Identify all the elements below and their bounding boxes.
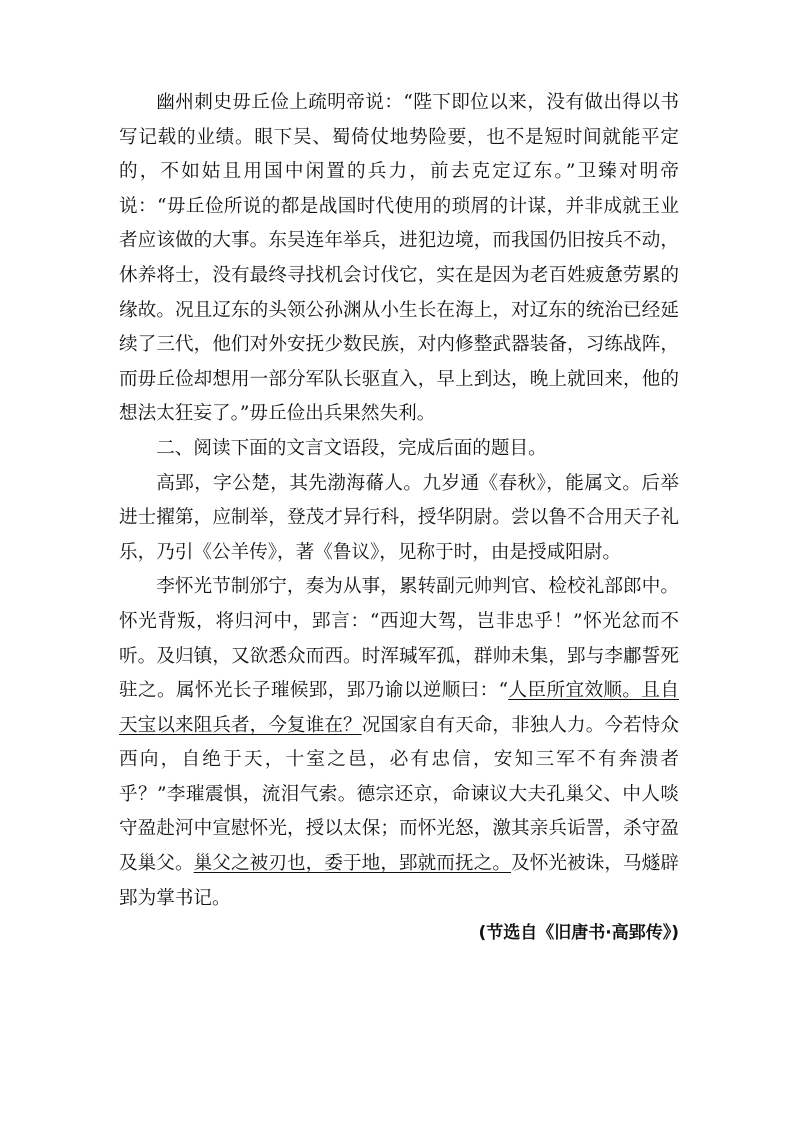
paragraph-wei-zhen-translation: 幽州刺史毋丘俭上疏明帝说：“陛下即位以来，没有做出得以书写记载的业绩。眼下吴、蜀倚仗地势险要，也不是短时间就能平定的，不如姑且用国中闲置的兵力，前去克定辽东。”卫臻对明帝说：“毋丘俭所说的都是战国时代使用的琐屑的计谋，并非成就王业者应该做的大事。东吴连年举兵，进犯边境，而我国仍旧按兵不动，休养将士，没有最终寻找机会讨伐它，实在是因为老百姓疲惫劳累的缘故。况且辽东的头领公孙渊从小生长在海上，对辽东的统治已经延续了三代，他们对外安抚少数民族，对内修整武器装备，习练战阵，而毋丘俭却想用一部分军队长驱直入，早上到达，晚上就回来，他的想法太狂妄了。”毋丘俭出兵果然失利。 [119,92,679,425]
paragraph-li-huaiguang [119,570,679,916]
text-segment: 及怀光被诛，马燧辟郢为掌书记。 [119,853,679,909]
text-segment: 况国家自有天命，非独人力。今若恃众西向，自绝于天，十室之邑，必有忠信，安知三军不有奔溃者乎？”李璀震惧，流泪气索。德宗还京，命谏议大夫孔巢父、中人啖守盈赴河中宣慰怀光，授以太保；而怀光怒，激其亲兵诟詈，杀守盈及巢父。 [119,714,679,875]
underlined-sentence: 人臣所宜效顺。且自天宝以来阻兵者，今复谁在？ [119,680,679,736]
paragraph-gao-ying-intro: 高郢，字公楚，其先渤海蓨人。九岁通《春秋》，能属文。后举进士擢第，应制举，登茂才异行科，授华阴尉。尝以鲁不合用天子礼乐，乃引《公羊传》，著《鲁议》，见称于时，由是授咸阳尉。 [119,472,679,563]
underlined-sentence: 巢父之被刃也，委于地，郢就而抚之。 [193,853,512,875]
document-page [119,86,679,951]
source-citation: (节选自《旧唐书·高郢传》) [478,923,679,944]
text-segment: 李怀光节制邠宁，奏为从事，累转副元帅判官、检校礼部郎中。怀光背叛，将归河中，郢言：“西迎大驾，岂非忠乎！”怀光忿而不听。及归镇，又欲悉众而西。时浑瑊军孤，群帅未集，郢与李鄘誓死驻之。属怀光长子璀候郢，郢乃谕以逆顺曰：“ [119,576,679,702]
section-heading: 二、阅读下面的文言文语段，完成后面的题目。 [156,437,547,459]
